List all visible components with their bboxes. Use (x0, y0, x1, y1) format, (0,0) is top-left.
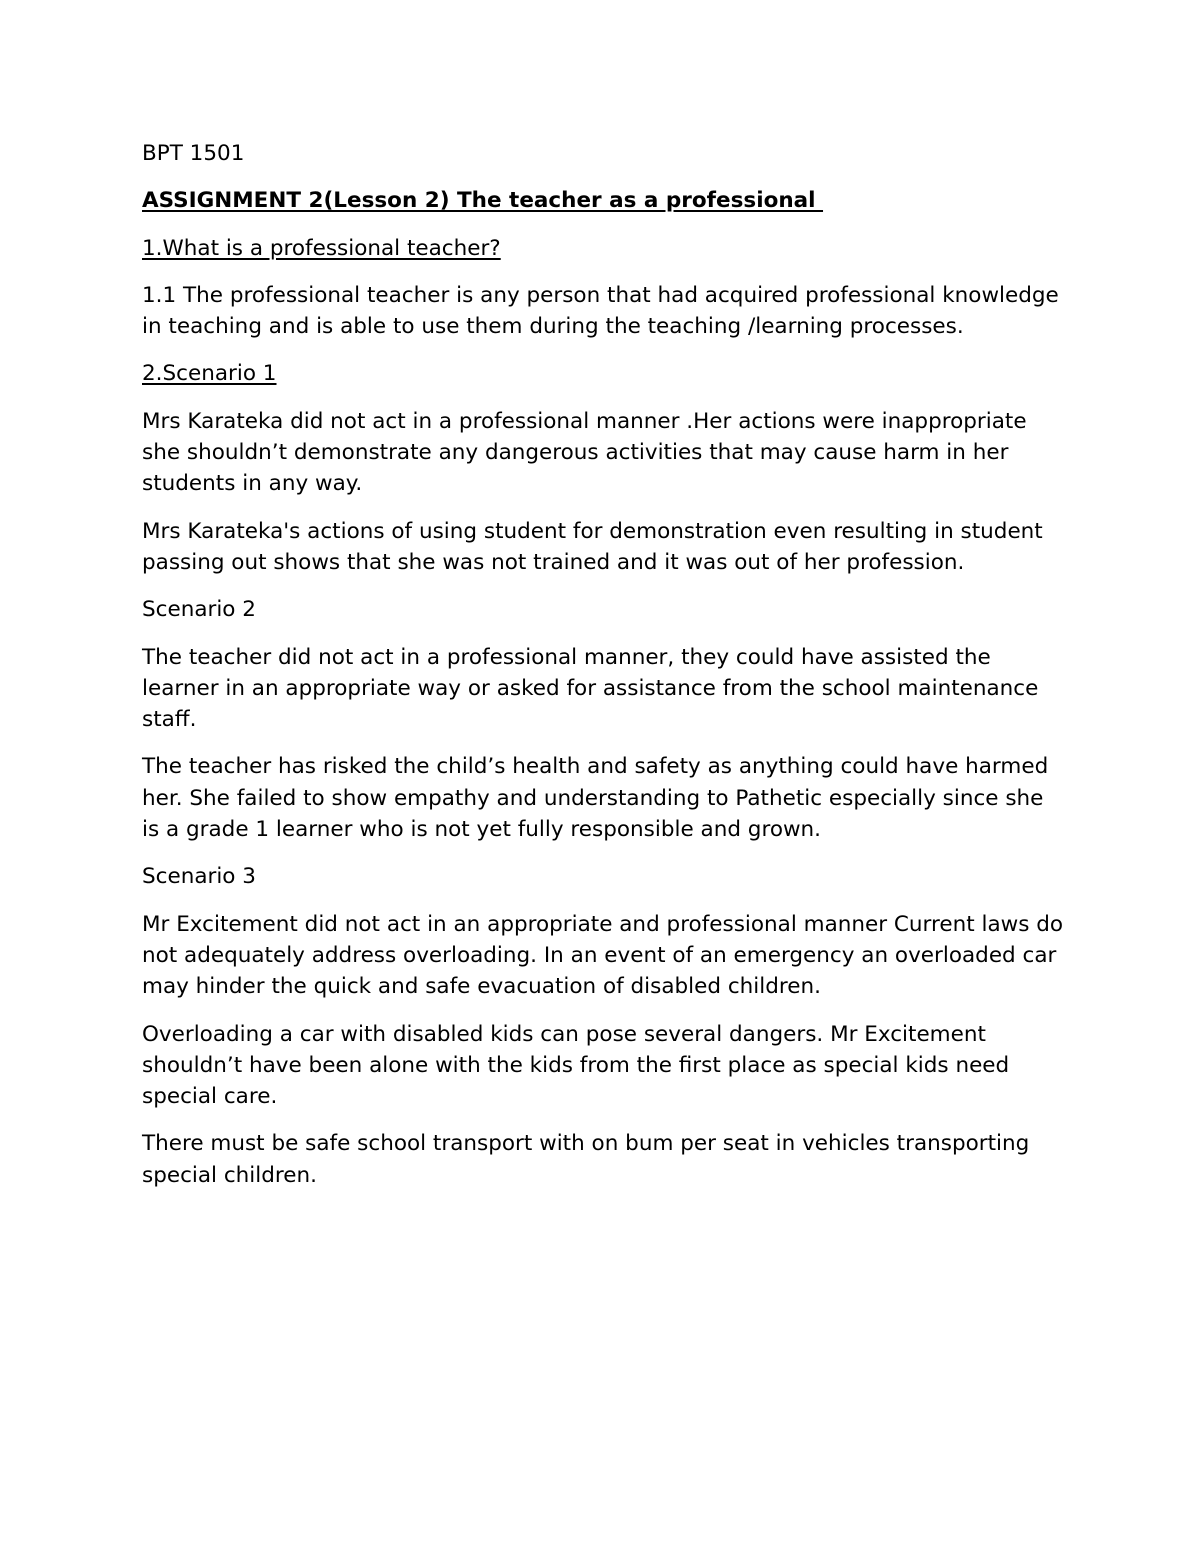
question-1: 1.What is a professional teacher? (142, 235, 501, 261)
scenario-2-heading: Scenario 2 (142, 597, 256, 623)
scenario-1-paragraph-2: Mrs Karateka's actions of using student for demonstration even resulting in student passing out shows that she was not trained and it was out of her profession. (142, 518, 1043, 575)
scenario-2-paragraph-1: The teacher did not act in a professional manner, they could have assisted the learner in an appropriate way or asked for assistance from the school maintenance staff. (142, 644, 1039, 733)
document-body (142, 138, 1067, 1207)
answer-1: 1.1 The professional teacher is any person that had acquired professional knowledge in teaching and is able to use them during the teaching /learning processes. (142, 282, 1059, 340)
scenario-3-paragraph-3: There must be safe school transport with on bum per seat in vehicles transporting special children. (142, 1131, 1030, 1188)
scenario-3-paragraph-1: Mr Excitement did not act in an appropriate and professional manner Current laws do not adequately address overloading. In an event of an emergency an overloaded car may hinder the quick and safe evacuation of disabled children. (142, 911, 1064, 1000)
scenario-1-paragraph-1: Mrs Karateka did not act in a professional manner .Her actions were inappropriate she shouldn’t demonstrate any dangerous activities that may cause harm in her students in any way. (142, 408, 1027, 497)
scenario-3-heading: Scenario 3 (142, 864, 256, 890)
scenario-3-paragraph-2: Overloading a car with disabled kids can pose several dangers. Mr Excitement shouldn’t have been alone with the kids from the first place as special kids need special care. (142, 1021, 1010, 1110)
assignment-title: ASSIGNMENT 2(Lesson 2) The teacher as a professional (142, 188, 824, 214)
scenario-1-heading: 2.Scenario 1 (142, 361, 277, 387)
scenario-2-paragraph-2: The teacher has risked the child’s health and safety as anything could have harmed her. She failed to show empathy and understanding to Pathetic especially since she is a grade 1 learner who is not yet fully responsible and grown. (142, 754, 1049, 843)
course-code: BPT 1501 (142, 141, 245, 166)
